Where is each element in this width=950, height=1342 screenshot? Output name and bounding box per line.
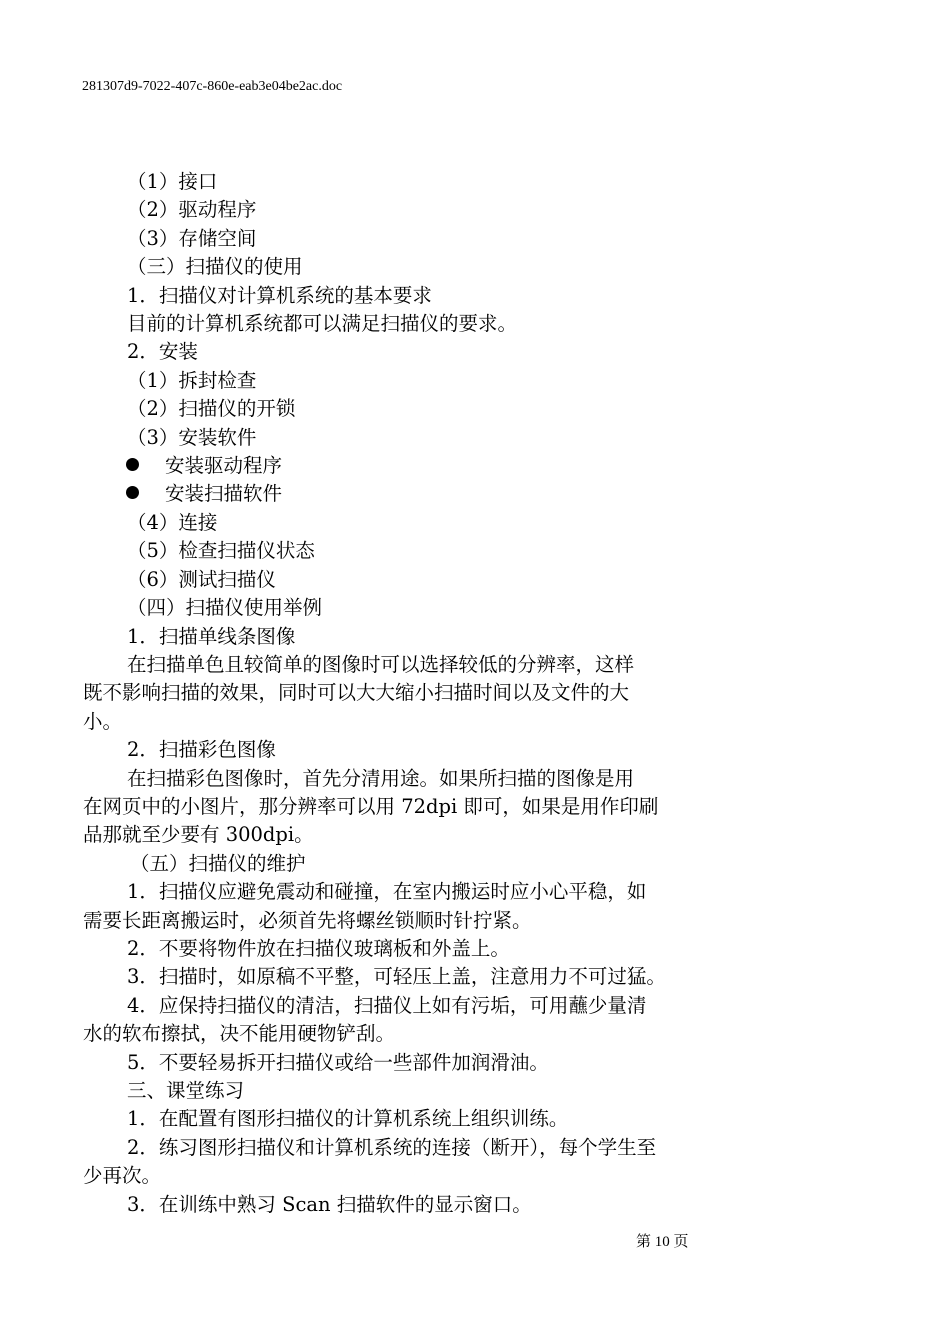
subheading: 1．扫描仪对计算机系统的基本要求 [127, 283, 432, 307]
paragraph: 2．练习图形扫描仪和计算机系统的连接（断开），每个学生至 少再次。 [83, 1135, 657, 1188]
text-line: 5．不要轻易拆开扫描仪或给一些部件加润滑油。 [127, 1050, 549, 1074]
text-line: （6）测试扫描仪 [127, 567, 276, 591]
subheading: 2．安装 [127, 340, 198, 364]
text-line: （1）接口 [127, 170, 218, 193]
text-line: 1．在配置有图形扫描仪的计算机系统上组织训练。 [127, 1107, 569, 1131]
section-heading: （五）扫描仪的维护 [130, 851, 306, 875]
text-line: 目前的计算机系统都可以满足扫描仪的要求。 [127, 312, 518, 336]
paragraph: 在扫描单色且较简单的图像时可以选择较低的分辨率，这样 既不影响扫描的效果，同时可以大大缩小扫描时间以及文件的大 小。 [83, 652, 635, 733]
paragraph: 4．应保持扫描仪的清洁，扫描仪上如有污垢，可用蘸少量清 水的软布擦拭，决不能用硬物铲刮。 [83, 993, 647, 1046]
text-line: 2．不要将物件放在扫描仪玻璃板和外盖上。 [127, 936, 510, 960]
bullet-text: 安装扫描软件 [165, 482, 283, 506]
bullet-item [83, 452, 693, 480]
text-line: （4）连接 [127, 510, 218, 534]
bullet-item [83, 480, 693, 508]
section-heading: （三）扫描仪的使用 [127, 255, 303, 279]
subheading: 2．扫描彩色图像 [127, 738, 276, 762]
text-line: （2）驱动程序 [127, 198, 257, 222]
paragraph: 1．扫描仪应避免震动和碰撞，在室内搬运时应小心平稳，如 需要长距离搬运时，必须首先将螺丝锁顺时针拧紧。 [83, 880, 647, 932]
bullet-dot-icon [126, 486, 139, 499]
page-number: 第 10 页 [636, 1234, 689, 1250]
text-line: （5）检查扫描仪状态 [127, 539, 315, 563]
text-line: （3）安装软件 [127, 425, 257, 449]
document-body [83, 168, 693, 1219]
paragraph: 在扫描彩色图像时，首先分清用途。如果所扫描的图像是用 在网页中的小图片，那分辨率可以用 72dpi 即可，如果是用作印刷 品那就至少要有 300dpi。 [83, 766, 659, 847]
subheading: 1．扫描单线条图像 [127, 624, 296, 648]
section-heading: 三、课堂练习 [127, 1079, 245, 1102]
bullet-text: 安装驱动程序 [165, 454, 283, 478]
text-line: （3）存储空间 [127, 226, 257, 250]
document-filename: 281307d9-7022-407c-860e-eab3e04be2ac.doc [82, 79, 343, 94]
text-line: 3．在训练中熟习 Scan 扫描软件的显示窗口。 [127, 1192, 532, 1216]
text-line: （1）拆封检查 [127, 368, 257, 392]
bullet-dot-icon [126, 458, 139, 471]
text-line: 3．扫描时，如原稿不平整，可轻压上盖，注意用力不可过猛。 [127, 965, 666, 989]
text-line: （2）扫描仪的开锁 [127, 397, 296, 421]
section-heading: （四）扫描仪使用举例 [127, 596, 323, 620]
